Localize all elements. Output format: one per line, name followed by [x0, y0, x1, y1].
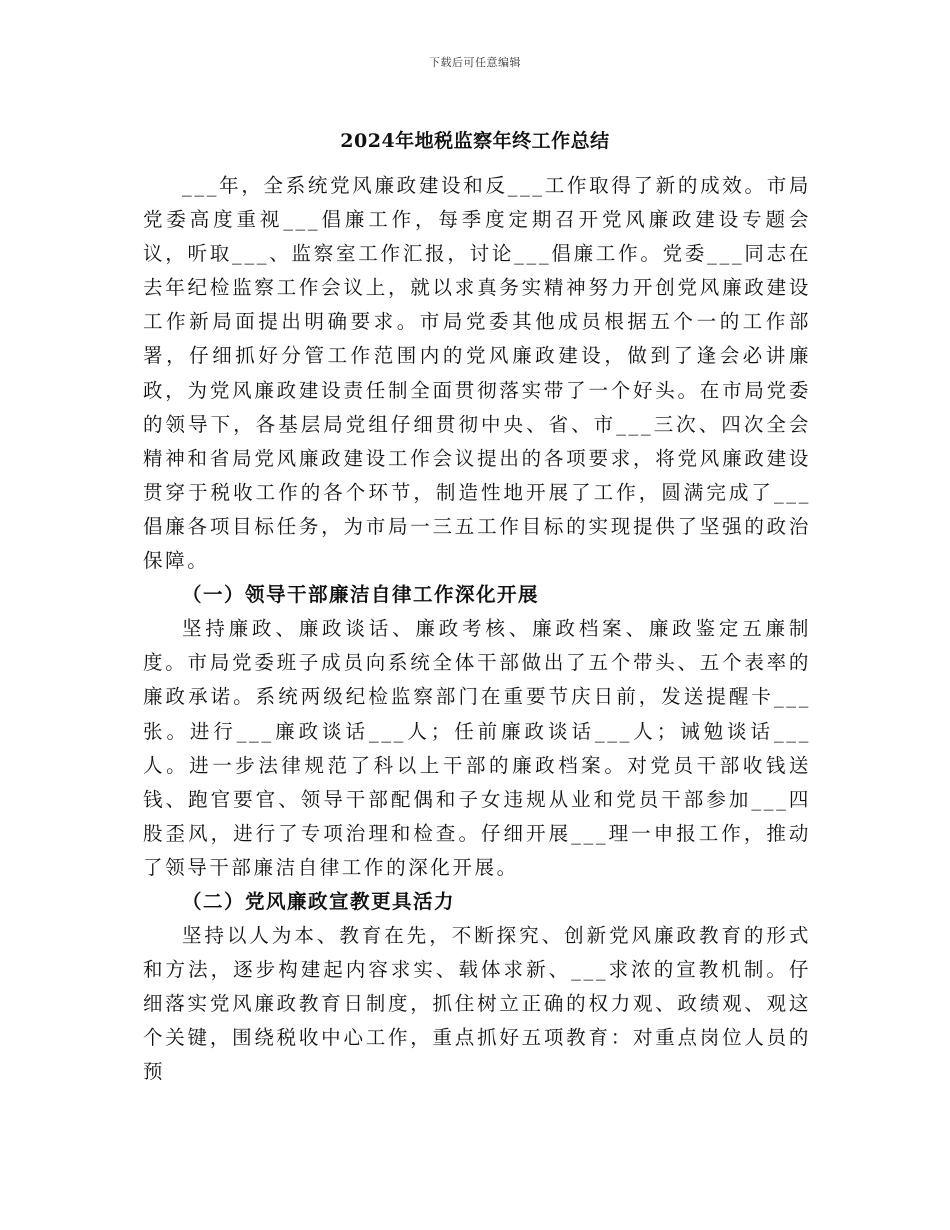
section-2-heading: （二）党风廉政宣教更具活力 [182, 889, 456, 913]
document-title: 2024年地税监察年终工作总结 [340, 130, 610, 152]
section-2-paragraph: 坚持以人为本、教育在先，不断探究、创新党风廉政教育的形式和方法，逐步构建起内容求实、载体求新、___求浓的宣教机制。仔细落实党风廉政教育日制度，抓住树立正确的权力观、政绩观、观这个关键，围绕税收中心工作，重点抓好五项教育：对重点岗位人员的预 [143, 924, 811, 1084]
intro-paragraph: ___年，全系统党风廉政建设和反___工作取得了新的成效。市局党委高度重视___倡廉工作，每季度定期召开党风廉政建设专题会议，听取___、监察室工作汇报，讨论___倡廉工作。党委___同志在去年纪检监察工作会议上，就以求真务实精神努力开创党风廉政建设工作新局面提出明确要求。市局党委其他成员根据五个一的工作部署，仔细抓好分管工作范围内的党风廉政建设，做到了逢会必讲廉政，为党风廉政建设责任制全面贯彻落实带了一个好头。在市局党委的领导下，各基层局党组仔细贯彻中央、省、市___三次、四次全会精神和省局党风廉政建设工作会议提出的各项要求，将党风廉政建设贯穿于税收工作的各个环节，制造性地开展了工作，圆满完成了___倡廉各项目标任务，为市局一三五工作目标的实现提供了坚强的政治保障。 [143, 174, 811, 573]
document-body [143, 169, 811, 1090]
section-1-heading: （一）领导干部廉洁自律工作深化开展 [182, 583, 540, 607]
header-note: 下载后可任意编辑 [429, 56, 521, 69]
section-1-paragraph: 坚持廉政、廉政谈话、廉政考核、廉政档案、廉政鉴定五廉制度。市局党委班子成员向系统全体干部做出了五个带头、五个表率的廉政承诺。系统两级纪检监察部门在重要节庆日前，发送提醒卡___张。进行___廉政谈话___人；任前廉政谈话___人；诫勉谈话___人。进一步法律规范了科以上干部的廉政档案。对党员干部收钱送钱、跑官要官、领导干部配偶和子女违规从业和党员干部参加___四股歪风，进行了专项治理和检查。仔细开展___理一申报工作，推动了领导干部廉洁自律工作的深化开展。 [143, 617, 811, 879]
